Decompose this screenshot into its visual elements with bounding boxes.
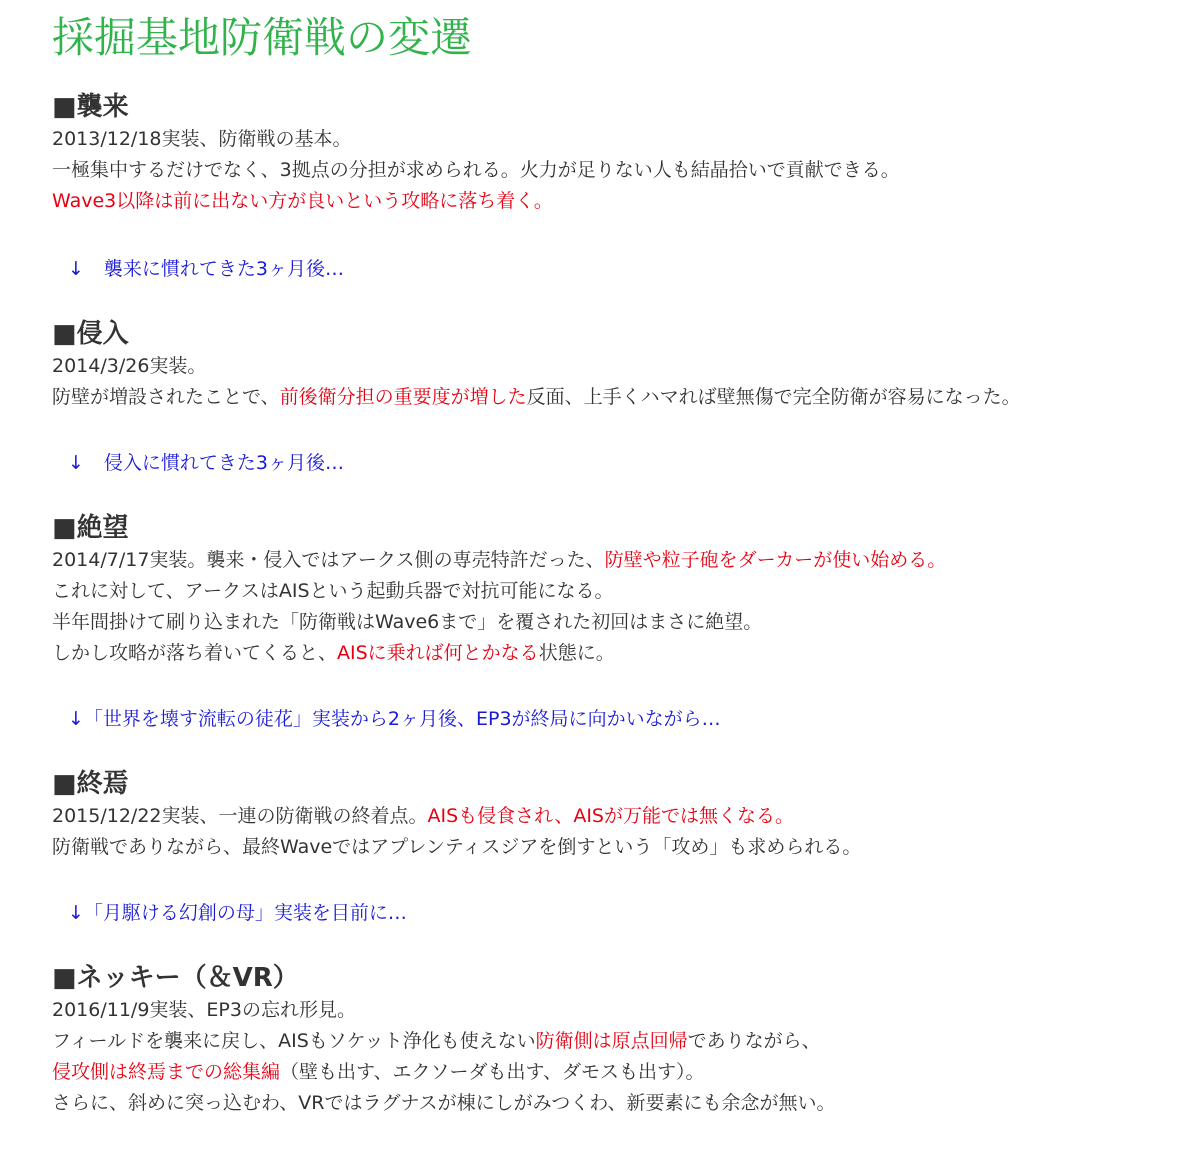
section-shuuen <box>52 767 1192 863</box>
section-heading: ■襲来 <box>52 92 129 122</box>
description-line: しかし攻略が落ち着いてくると、AISに乗れば何とかなる状態に。 <box>52 642 615 664</box>
release-date-line: 2014/7/17実装。襲来・侵入ではアークス側の専売特許だった、防壁や粒子砲をダーカーが使い始める。 <box>52 549 947 571</box>
release-date-line: 2013/12/18実装、防衛戦の基本。 <box>52 128 352 150</box>
description-line: さらに、斜めに突っ込むわ、VRではラグナスが棟にしがみつくわ、新要素にも余念が無い。 <box>52 1092 836 1114</box>
section-heading: ■侵入 <box>52 319 129 349</box>
section-shurai <box>52 90 1192 217</box>
down-arrow-icon: ↓ <box>68 708 84 730</box>
section-shinnyu <box>52 317 1192 413</box>
release-date-line: 2015/12/22実装、一連の防衛戦の終着点。AISも侵食され、AISが万能では無くなる。 <box>52 805 794 827</box>
description-line: これに対して、アークスはAISという起動兵器で対抗可能になる。 <box>52 580 614 602</box>
transition-text: 「世界を壊す流転の徒花」実装から2ヶ月後、EP3が終局に向かいながら… <box>83 708 721 730</box>
description-line: フィールドを襲来に戻し、AISもソケット浄化も使えない防衛側は原点回帰でありながら、 <box>52 1030 821 1052</box>
description-line: 防壁が増設されたことで、前後衛分担の重要度が増した反面、上手くハマれば壁無傷で完全防衛が容易になった。 <box>52 386 1021 408</box>
emphasis-text: AISも侵食され、AISが万能では無くなる。 <box>427 805 794 827</box>
section-heading: ■絶望 <box>52 513 129 543</box>
transition-note <box>68 254 344 285</box>
section-nekki <box>52 961 1192 1119</box>
emphasis-line: Wave3以降は前に出ない方が良いという攻略に落ち着く。 <box>52 190 553 212</box>
section-zetsubou <box>52 511 1192 669</box>
down-arrow-icon: ↓ <box>68 902 84 924</box>
page-title: 採掘基地防衛戦の変遷 <box>52 13 473 62</box>
release-date-line: 2016/11/9実装、EP3の忘れ形見。 <box>52 999 356 1021</box>
emphasis-text: 防壁や粒子砲をダーカーが使い始める。 <box>604 549 947 571</box>
down-arrow-icon: ↓ <box>68 258 84 280</box>
description-line: 防衛戦でありながら、最終Waveではアプレンティスジアを倒すという「攻め」も求められる。 <box>52 836 862 858</box>
transition-text: 「月駆ける幻創の母」実装を目前に… <box>83 902 407 924</box>
release-date-line: 2014/3/26実装。 <box>52 355 207 377</box>
description-line: 半年間掛けて刷り込まれた「防衛戦はWave6まで」を覆された初回はまさに絶望。 <box>52 611 763 633</box>
description-line: 一極集中するだけでなく、3拠点の分担が求められる。火力が足りない人も結晶拾いで貢献できる。 <box>52 159 900 181</box>
emphasis-text: 侵攻側は終焉までの総集編 <box>52 1061 281 1083</box>
transition-text: 侵入に慣れてきた3ヶ月後… <box>103 452 345 474</box>
down-arrow-icon: ↓ <box>68 452 84 474</box>
emphasis-text: 前後衛分担の重要度が増した <box>279 386 527 408</box>
transition-text: 襲来に慣れてきた3ヶ月後… <box>103 258 345 280</box>
emphasis-text: AISに乗れば何とかなる <box>337 642 539 664</box>
section-heading: ■ネッキー（＆VR） <box>52 963 299 993</box>
section-heading: ■終焉 <box>52 769 129 799</box>
emphasis-text: 防衛側は原点回帰 <box>535 1030 688 1052</box>
transition-note <box>68 898 407 929</box>
transition-note <box>68 704 721 735</box>
description-line: 侵攻側は終焉までの総集編（壁も出す、エクソーダも出す、ダモスも出す）。 <box>52 1061 705 1083</box>
transition-note <box>68 448 344 479</box>
